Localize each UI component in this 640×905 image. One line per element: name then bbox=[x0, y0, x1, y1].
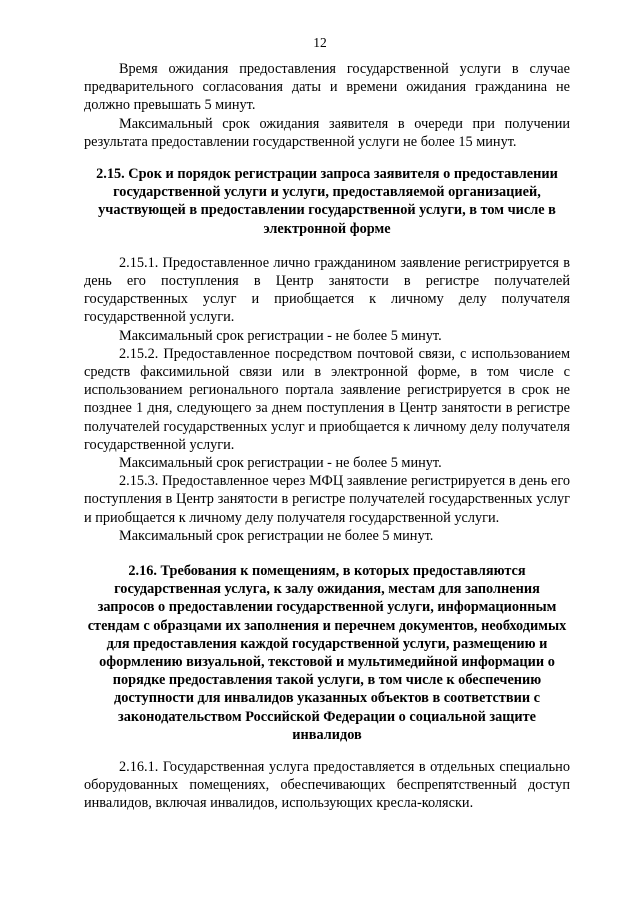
max-time-note-3: Максимальный срок регистрации не более 5 минут. bbox=[119, 527, 434, 544]
section-heading-2-16: 2.16. Требования к помещениям, в которых предоставляются государственная услуга, к залу ожидания, местам для заполнения запросов о предоставлении государственной услуги, информационным стендам с образцами их заполнения и перечнем документов, необходимых для предоставления каждой государственной услуги, размещению и оформлению визуальной, текстовой и мультимедийной информации о порядке предоставления такой услуги, в том числе к обеспечению доступности для инвалидов указанных объектов в соответствии с законодательством Российской Федерации о социальной защите инвалидов bbox=[87, 563, 567, 743]
section-heading-2-15: 2.15. Срок и порядок регистрации запроса заявителя о предоставлении государственной услуги и услуги, предоставляемой организацией, участвующей в предоставлении государственной услуги, в том числе в электронной форме bbox=[96, 166, 558, 237]
intro-paragraph-1: Время ожидания предоставления государственной услуги в случае предварительного согласования даты и времени ожидания гражданина не должно превышать 5 минут. bbox=[84, 61, 570, 114]
paragraph-2-16-1: 2.16.1. Государственная услуга предоставляется в отдельных специально оборудованных помещениях, обеспечивающих беспрепятственный доступ инвалидов, включая инвалидов, использующих кресла-коляски. bbox=[84, 759, 570, 812]
section-2-16-body bbox=[84, 758, 570, 813]
spacer bbox=[84, 238, 570, 254]
intro-paragraph-2: Максимальный срок ожидания заявителя в очереди при получении результата предоставлении государственной услуги не более 15 минут. bbox=[84, 115, 570, 150]
intro-block bbox=[84, 60, 570, 151]
max-time-note-1: Максимальный срок регистрации - не более 5 минут. bbox=[119, 327, 442, 344]
paragraph-2-15-2: 2.15.2. Предоставленное посредством почтовой связи, с использованием средств факсимильной связи или в электронной форме, в том числе с использованием регионального портала заявление регистрируется в срок не позднее 1 дня, следующего за днем поступления в Центр занятости в регистре получателей государственных услуг и приобщается к личному делу получателя государственной услуги. bbox=[84, 345, 570, 453]
max-time-note-2: Максимальный срок регистрации - не более 5 минут. bbox=[119, 455, 442, 472]
page-number: 12 bbox=[313, 35, 327, 50]
section-2-16 bbox=[84, 562, 570, 744]
section-2-15 bbox=[84, 165, 570, 545]
paragraph-2-15-3: 2.15.3. Предоставленное через МФЦ заявление регистрируется в день его поступления в Центр занятости в регистре получателей государственных услуг и приобщается к личному делу получателя государственной услуги. bbox=[84, 473, 570, 526]
paragraph-2-15-1: 2.15.1. Предоставленное лично гражданином заявление регистрируется в день его поступления в Центр занятости в регистре получателей государственных услуг и приобщается к личному делу получателя государственной услуги. bbox=[84, 254, 570, 326]
